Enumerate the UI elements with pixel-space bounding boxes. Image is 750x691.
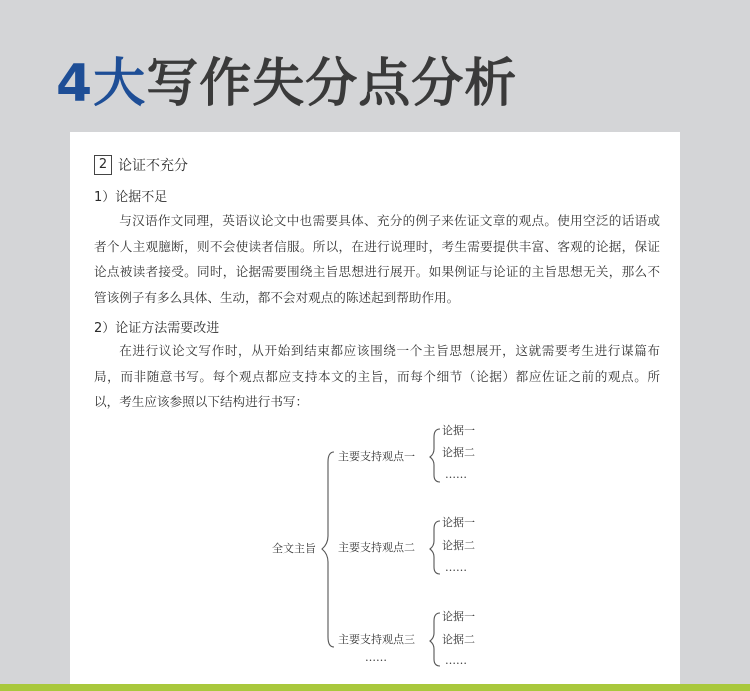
evidence-3-2: 论据二 xyxy=(442,633,475,646)
structure-diagram xyxy=(70,132,680,691)
brace-branch-3 xyxy=(430,613,440,666)
evidence-1-2: 论据二 xyxy=(442,446,475,459)
diagram-root: 全文主旨 xyxy=(272,542,316,555)
brace-branch-2 xyxy=(430,521,440,574)
branch-label-3: 主要支持观点三 xyxy=(338,633,415,646)
section-title: 论证不充分 xyxy=(118,158,188,174)
branch-label-1: 主要支持观点一 xyxy=(338,450,415,463)
diagram-braces xyxy=(70,132,680,691)
evidence-1-1: 论据一 xyxy=(442,424,475,437)
evidence-1-more: …… xyxy=(445,468,467,481)
subsection-paragraph-1: 与汉语作文同理，英语议论文中也需要具体、充分的例子来佐证文章的观点。使用空泛的话语或者个人主观臆断，则不会使读者信服。所以，在进行说理时，考生需要提供丰富、客观的论据，保证论点被读者接受。同时，论据需要围绕主旨思想进行展开。如果例证与论证的主旨思想无关，那么不管该例子有多么具体、生动，都不会对观点的陈述起到帮助作用。 xyxy=(94,213,660,305)
evidence-3-1: 论据一 xyxy=(442,610,475,623)
page-title-text: 写作失分点分析 xyxy=(146,54,518,114)
subsection-heading-2: 2）论证方法需要改进 xyxy=(94,321,220,336)
evidence-3-more: …… xyxy=(445,654,467,667)
section-number-box: 2 xyxy=(94,155,112,175)
page-title xyxy=(56,52,517,116)
more-branches-ellipsis: …… xyxy=(365,651,387,664)
subsection-paragraph-2: 在进行议论文写作时，从开始到结束都应该围绕一个主旨思想展开，这就需要考生进行谋篇布局，而非随意书写。每个观点都应支持本文的主旨，而每个细节（论据）都应佐证之前的观点。所以，考生应该参照以下结构进行书写： xyxy=(94,343,660,409)
page-title-number: 4大 xyxy=(56,54,147,114)
bottom-accent-bar xyxy=(0,684,750,691)
brace-branch-1 xyxy=(430,429,440,482)
branch-label-2: 主要支持观点二 xyxy=(338,541,415,554)
evidence-2-more: …… xyxy=(445,561,467,574)
main-brace xyxy=(322,452,334,647)
evidence-2-2: 论据二 xyxy=(442,539,475,552)
content-card xyxy=(70,132,680,691)
evidence-2-1: 论据一 xyxy=(442,516,475,529)
subsection-heading-1: 1）论据不足 xyxy=(94,190,168,205)
